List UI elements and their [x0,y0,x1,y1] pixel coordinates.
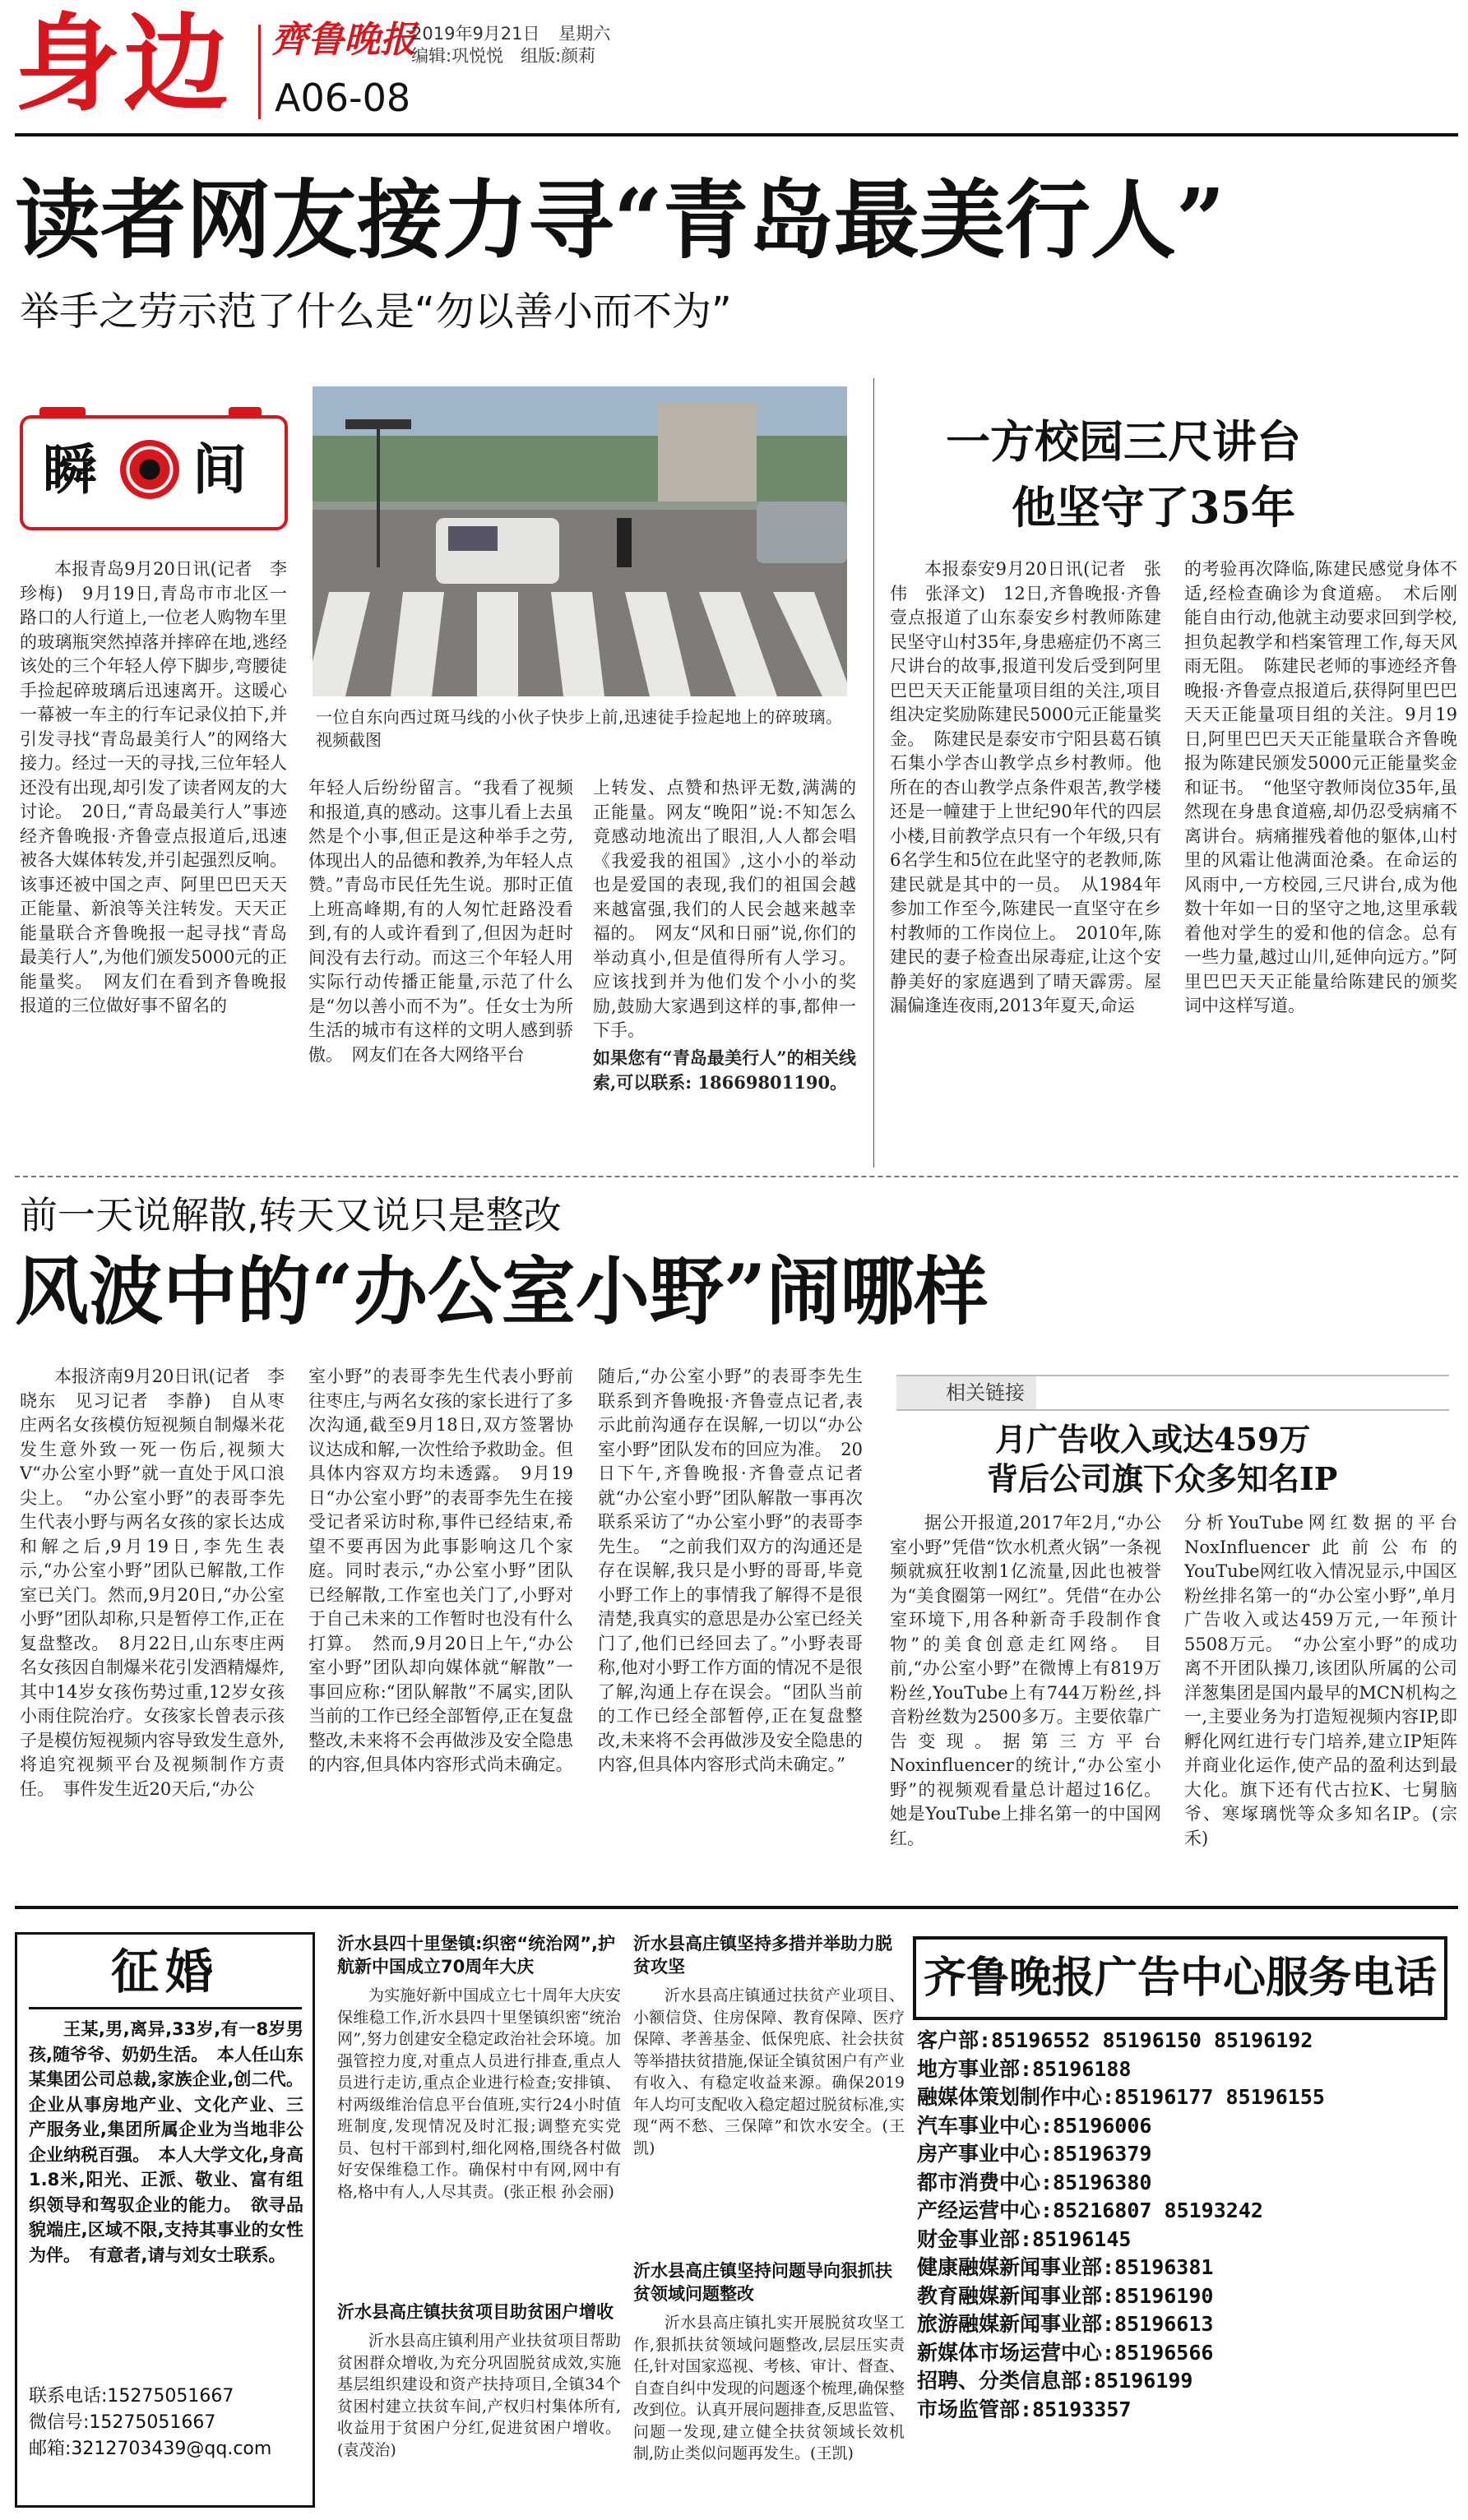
street-photo [313,386,847,696]
street-scene [313,386,847,696]
ads-top-rule [15,1906,1458,1909]
contact-text: 如果您有“青岛最美行人”的相关线索,可以联系: [593,1047,856,1093]
ad-center-box [913,1936,1447,2020]
badge-flash [229,407,262,417]
ad-center-title: 齐鲁晚报广告中心服务电话 [923,1953,1437,2003]
ad-line: 房产事业中心:85196379 [917,2142,1152,2166]
brief2-title: 沂水县高庄镇扶贫项目助贫困户增收 [337,2302,614,2322]
story-separator-vertical [873,378,874,1168]
traffic-light [345,419,411,429]
related-column-1: 据公开报道,2017年2月,“办公室小野”凭借“饮水机煮火锅”一条视频就疯狂收割1亿流量,因此也被誉为“美食圈第一网红”。凭借“在办公室环境下,用各种新奇手段制作食物”的美食创意走红网络。 目前,“办公室小野”在微博上有819万粉丝,YouTube上有744万粉丝,抖音粉丝数为2500多万。主要依靠广告变现。据第三方平台Noxinfluencer的统计,“办公室小野”的视频观看量总计超过16亿。她是YouTube上排名第一的中国网红。 [890,1513,1161,1848]
ad-line: 旅游融媒新闻事业部:85196613 [917,2312,1214,2336]
paper-logo: 齊鲁晚报 [271,19,416,61]
related-tag-box [896,1375,1449,1411]
ad-line: 产经运营中心:85216807 85193242 [917,2199,1263,2222]
marriage-body: 王某,男,离异,33岁,有一8岁男孩,随爷爷、奶奶生活。 本人任山东某集团公司总裁,家族企业,创二代。企业从事房地产业、文化产业、三产服务业,集团所属企业为当地非公企业纳税百强。 本人大学文化,身高1.8米,阳光、正派、敬业、富有组织领导和驾驭企业的能力。 欲寻品貌端庄,区域不限,支持其事业的女性为伴。 有意者,请与刘女士联系。 [29,2019,303,2265]
badge-top-tab [39,407,86,417]
ad-line: 招聘、分类信息部:85196199 [917,2369,1193,2393]
ad-line: 教育融媒新闻事业部:85196190 [917,2283,1214,2308]
date: 2019年9月21日 [411,24,540,44]
weekday: 星期六 [558,24,611,44]
trees [313,436,847,502]
wechat-row [29,2410,308,2436]
wechat-value: 15275051667 [89,2412,216,2433]
van-window [448,526,498,551]
badge-char-b: 间 [192,437,247,502]
briefs-column-right [633,1932,905,2508]
story3-headline: 风波中的“办公室小野”闹哪样 [15,1248,989,1335]
story1-subhead: 举手之劳示范了什么是“勿以善小而不为” [20,289,732,335]
related-headline-b: 背后公司旗下众多知名IP [987,1460,1338,1497]
brief3-body: 沂水县高庄镇通过扶贫产业项目、小额信贷、住房保障、教育保障、医疗保障、孝善基金、低保兜底、社会扶贫等举措扶贫措施,保证全镇贫困户有产业有收入、有稳定收益来源。确保2019年人均可支配收入稳定超过脱贫标准,实现“两不愁、三保障”和饮水安全。(王凯) [633,1986,905,2157]
masthead-divider [258,25,261,119]
wechat-label: 微信号: [29,2412,90,2433]
story1-contact [593,1046,856,1094]
story2-column-2: 的考验再次降临,陈建民感觉身体不适,经检查确诊为食道癌。 术后刚能自由行动,他就主动要求回到学校,担负起教学和档案管理工作,每天风雨无阻。 陈建民老师的事迹经齐鲁晚报·齐鲁壹点报道后,获得阿里巴巴天天正能量项目组的关注。9月19日,阿里巴巴天天正能量联合齐鲁晚报为陈建民颁发5000元正能量奖金和证书。 “他坚守教师岗位35年,虽然现在身患食道癌,却仍忍受病痛不离讲台。病痛摧残着他的躯体,山村里的风霜让他满面沧桑。在命运的风雨中,一方校园,三尺讲台,成为他数十年如一日的坚守之地,这里承载着他对学生的爱和他的信念。总有一些力量,越过山川,延伸向远方。”阿里巴巴天天正能量给陈建民的颁奖词中这样写道。 [1184,559,1457,1015]
story1-headline: 读者网友接力寻“青岛最美行人” [15,169,1225,270]
marriage-contacts [29,2384,308,2462]
related-column-2: 分析YouTube网红数据的平台NoxInfluencer此前公布的YouTube网红收入情况显示,中国区粉丝排名第一的“办公室小野”,单月广告收入或达459万元,一年预计5508万元。 “办公室小野”的成功离不开团队操刀,该团队所属的公司洋葱集团是国内最早的MCN机构之一,主要业务为打造短视频内容IP,即孵化网红进行专门培养,建立IP矩阵并商业化运作,使产品的盈利达到最大化。旗下还有代古拉K、七舅脑爷、寒塚璃恍等众多知名IP。(宗禾) [1184,1513,1457,1848]
ad-phone-list [917,2027,1460,2424]
story2-headline-b: 他坚守了35年 [1012,481,1296,534]
brief1-title: 沂水县四十里堡镇:织密“统治网”,护航新中国成立70周年大庆 [337,1934,615,1977]
pedestrian [617,518,632,567]
editors: 编辑:巩悦悦 组版:颜莉 [411,46,596,66]
story2-column-1: 本报泰安9月20日讯(记者 张伟 张泽文) 12日,齐鲁晚报·齐鲁壹点报道了山东泰安乡村教师陈建民坚守山村35年,身患癌症仍不离三尺讲台的故事,报道刊发后受到阿里巴巴天天正能量项目组的关注,项目组决定奖励陈建民5000元正能量奖金。 陈建民是泰安市宁阳县葛石镇石集小学杏山教学点乡村教师。他所在的杏山教学点条件艰苦,教学楼还是一幢建于上世纪90年代的四层小楼,目前教学点只有一个年级,只有6名学生和5位在此坚守的老教师,陈建民就是其中的一员。 从1984年参加工作至今,陈建民一直坚守在乡村教师的工作岗位上。 2010年,陈建民的妻子检查出尿毒症,让这个安静美好的家庭遇到了晴天霹雳。屋漏偏逢连夜雨,2013年夏天,命运 [890,559,1161,1015]
email-value: 3212703439@qq.com [71,2439,272,2459]
story3-column-3: 随后,“办公室小野”的表哥李先生联系到齐鲁晚报·齐鲁壹点记者,表示此前沟通存在误解,一切以“办公室小野”团队发布的回应为准。 20日下午,齐鲁晚报·齐鲁壹点记者就“办公室小野”团队解散一事再次联系采访了“办公室小野”的表哥李先生。 “之前我们双方的沟通还是存在误解,我只是小野的哥哥,毕竟小野工作上的事情我了解得不是很清楚,我真实的意思是办公室已经关门了,他们已经回去了。”小野表哥称,他对小野工作方面的情况不是很了解,沟通上存在误会。“团队当前的工作已经全部暂停,正在复盘整改,未来将不会再做涉及安全隐患的内容,但具体内容形式尚未确定。” [598,1366,863,1774]
ad-line: 地方事业部:85196188 [917,2056,1132,2081]
phone-value: 15275051667 [107,2386,234,2407]
email-row [29,2436,308,2462]
ad-line: 健康融媒新闻事业部:85196381 [917,2255,1214,2279]
page-number: A06-08 [275,76,411,120]
moment-badge [20,415,288,530]
top-rule [15,133,1458,136]
email-label: 邮箱: [29,2439,72,2459]
brief2-body: 沂水县高庄镇利用产业扶贫项目帮助贫困群众增收,为充分巩固脱贫成效,实施基层组织建设和资产扶持项目,全镇34个贫困村建立扶贫车间,产权归村集体所有,收益用于贫困户分红,促进贫困户增收。(袁茂治) [337,2332,621,2459]
ad-line: 融媒体策划制作中心:85196177 85196155 [917,2085,1325,2109]
bus [757,502,847,563]
ad-line: 财金事业部:85196145 [917,2226,1132,2251]
story1-column-3-text: 上转发、点赞和热评无数,满满的正能量。网友“晚阳”说:不知怎么竟感动地流出了眼泪,人人都会唱《我爱我的祖国》,这小小的举动也是爱国的表现,我们的祖国会越来越富强,我们的人民会越来越幸福的。 网友“风和日丽”说,你们的举动真小,但是值得所有人学习。应该找到并为他们发个小小的奖励,鼓励大家遇到这样的事,都伸一下手。 [593,778,856,1039]
phone-label: 联系电话: [29,2386,108,2407]
ad-line: 都市消费中心:85196380 [917,2170,1152,2194]
lens-icon [120,440,179,499]
story2-headline-a: 一方校园三尺讲台 [946,415,1301,468]
section-title: 身边 [15,2,233,126]
marriage-ad [15,1932,315,2508]
story1-column-1: 本报青岛9月20日讯(记者 李珍梅) 9月19日,青岛市市北区一路口的人行道上,一位老人购物车里的玻璃瓶突然掉落并摔碎在地,逃经该处的三个年轻人停下脚步,弯腰徒手捡起碎玻璃后迅速离开。这暖心一幕被一车主的行车记录仪拍下,并引发寻找“青岛最美行人”的网络大接力。经过一天的寻找,三位年轻人还没有出现,却引发了读者网友的大讨论。 20日,“青岛最美行人”事迹经齐鲁晚报·齐鲁壹点报道后,迅速被各大媒体转发,并引起强烈反响。该事还被中国之声、阿里巴巴天天正能量、新浪等关注转发。天天正能量联合齐鲁晚报一起寻找“青岛最美行人”,为他们颁发5000元的正能量奖。 网友们在看到齐鲁晚报报道的三位做好事不留名的 [20,559,287,1015]
photo-caption: 一位自东向西过斑马线的小伙子快步上前,迅速徒手捡起地上的碎玻璃。视频截图 [316,707,842,750]
brief4-body: 沂水县高庄镇扎实开展脱贫攻坚工作,狠抓扶贫领域问题整改,层层压实责任,针对国家巡视、考核、审计、督查、自查自纠中发现的问题逐个梳理,确保整改到位。认真开展问题排查,反思监管、问题一发现,建立健全扶贫领域长效机制,防止类似问题再发生。(王凯) [633,2314,905,2462]
contact-phone: 18669801190。 [697,1071,848,1093]
story1-column-2: 年轻人后纷纷留言。“我看了视频和报道,真的感动。这事儿看上去虽然是个小事,但正是这种举手之劳,体现出人的品德和教养,为年轻人点赞。”青岛市民任先生说。那时正值上班高峰期,有的人匆忙赶路没看到,有的人或许看到了,但因为赶时间没有去行动。而这三个年轻人用实际行动传播正能量,示范了什么是“勿以善小而不为”。任女士为所生活的城市有这样的文明人感到骄傲。 网友们在各大网络平台 [308,778,573,1065]
marriage-title-rule [29,2007,302,2009]
briefs-column-left [337,1932,621,2508]
badge-char-a: 瞬 [43,437,97,502]
section-divider-1 [15,1176,1458,1177]
ad-line: 市场监管部:85193357 [917,2397,1132,2421]
story3-column-2: 室小野”的表哥李先生代表小野前往枣庄,与两名女孩的家长进行了多次沟通,截至9月18日,双方签署协议达成和解,一次性给予救助金。但具体内容双方均未透露。 9月19日“办公室小野”的表哥李先生在接受记者采访时称,事件已经结束,希望不要再因为此事影响这几个家庭。同时表示,“办公室小野”团队已经解散,工作室也关门了,小野对于自己未来的工作暂时也没有什么打算。 然而,9月20日上午,“办公室小野”团队却向媒体就“解散”一事回应称:“团队解散”不属实,团队当前的工作已经全部暂停,正在复盘整改,未来将不会再做涉及安全隐患的内容,但具体内容形式尚未确定。 [308,1366,573,1774]
ad-line: 新媒体市场运营中心:85196566 [917,2340,1214,2365]
ad-line: 汽车事业中心:85196006 [917,2113,1152,2138]
brief1-body: 为实施好新中国成立七十周年大庆安保维稳工作,沂水县四十里堡镇织密“统治网”,努力创建安全稳定政治社会环境。加强管控力度,对重点人员进行排查,重点人员进行走访,重点企业进行检查;安排镇、村两级维治信息平台值班,实行24小时值班制度,发现情况及时汇报;调整充实党员、包村干部到村,细化网格,围绕各村做好安保维稳工作。确保村中有网,网中有格,格中有人,人尽其责。(张正根 孙会丽) [337,1986,621,2201]
masthead-info [411,23,610,67]
story3-column-1: 本报济南9月20日讯(记者 李晓东 见习记者 李静) 自从枣庄两名女孩模仿短视频自制爆米花发生意外致一死一伤后,视频大V“办公室小野”就一直处于风口浪尖上。 “办公室小野”的表哥李先生代表小野与两名女孩的家长达成和解之后,9月19日,李先生表示,“办公室小野”团队已解散,工作室已关门。然而,9月20日,“办公室小野”团队却称,只是暂停工作,正在复盘整改。 8月22日,山东枣庄两名女孩因自制爆米花引发酒精爆炸,其中14岁女孩伤势过重,12岁女孩小雨住院治疗。女孩家长曾表示孩子是模仿短视频内容导致发生意外,将追究视频平台及视频制作方责任。 事件发生近20天后,“办公 [20,1366,285,1799]
story3-kicker: 前一天说解散,转天又说只是整改 [20,1193,562,1237]
related-headline-a: 月广告收入或达459万 [995,1421,1311,1458]
brief4-title: 沂水县高庄镇坚持问题导向狠抓扶贫领域问题整改 [633,2261,892,2304]
brief3-title: 沂水县高庄镇坚持多措并举助力脱贫攻坚 [633,1934,892,1977]
marriage-title: 征婚 [110,1944,220,2000]
building [658,403,757,502]
related-tag: 相关链接 [946,1381,1025,1404]
phone-row [29,2384,308,2410]
ad-line: 客户部:85196552 85196150 85196192 [917,2028,1313,2052]
story1-column-3 [593,776,856,1164]
